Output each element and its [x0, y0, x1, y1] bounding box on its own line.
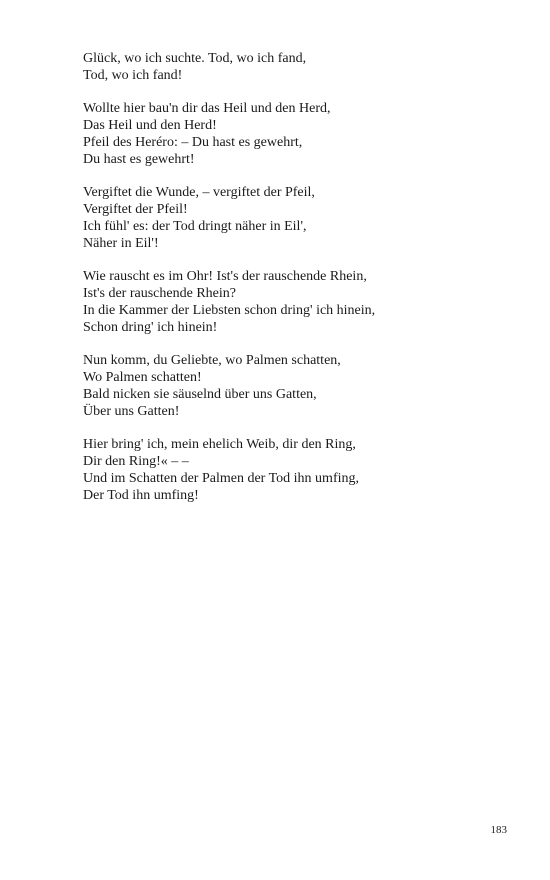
poem-line: Pfeil des Heréro: – Du hast es gewehrt, — [83, 135, 303, 150]
poem-line: Vergiftet der Pfeil! — [83, 202, 188, 217]
poem-text — [83, 50, 503, 520]
poem-line: Glück, wo ich suchte. Tod, wo ich fand, — [83, 51, 307, 66]
poem-line: Wollte hier bau'n dir das Heil und den Herd, — [83, 101, 331, 116]
stanza-6 — [83, 436, 503, 504]
stanza-1 — [83, 50, 503, 84]
stanza-5 — [83, 352, 503, 420]
poem-line: Über uns Gatten! — [83, 404, 180, 419]
poem-line: In die Kammer der Liebsten schon dring' ich hinein, — [83, 303, 376, 318]
poem-line: Bald nicken sie säuselnd über uns Gatten, — [83, 387, 317, 402]
poem-line: Nun komm, du Geliebte, wo Palmen schatten, — [83, 353, 341, 368]
poem-line: Dir den Ring!« – – — [83, 454, 189, 469]
poem-line: Ist's der rauschende Rhein? — [83, 286, 236, 301]
poem-line: Tod, wo ich fand! — [83, 68, 183, 83]
poem-line: Und im Schatten der Palmen der Tod ihn umfing, — [83, 471, 359, 486]
poem-line: Näher in Eil'! — [83, 236, 159, 251]
poem-line: Vergiftet die Wunde, – vergiftet der Pfeil, — [83, 185, 315, 200]
stanza-3 — [83, 184, 503, 252]
poem-line: Schon dring' ich hinein! — [83, 320, 218, 335]
poem-line: Du hast es gewehrt! — [83, 152, 195, 167]
stanza-2 — [83, 100, 503, 168]
poem-line: Ich fühl' es: der Tod dringt näher in Eil', — [83, 219, 307, 234]
poem-line: Der Tod ihn umfing! — [83, 488, 199, 503]
poem-line: Hier bring' ich, mein ehelich Weib, dir den Ring, — [83, 437, 356, 452]
poem-line: Das Heil und den Herd! — [83, 118, 217, 133]
poem-line: Wo Palmen schatten! — [83, 370, 202, 385]
poem-line: Wie rauscht es im Ohr! Ist's der rauschende Rhein, — [83, 269, 367, 284]
stanza-4 — [83, 268, 503, 336]
page-number: 183 — [490, 824, 507, 836]
